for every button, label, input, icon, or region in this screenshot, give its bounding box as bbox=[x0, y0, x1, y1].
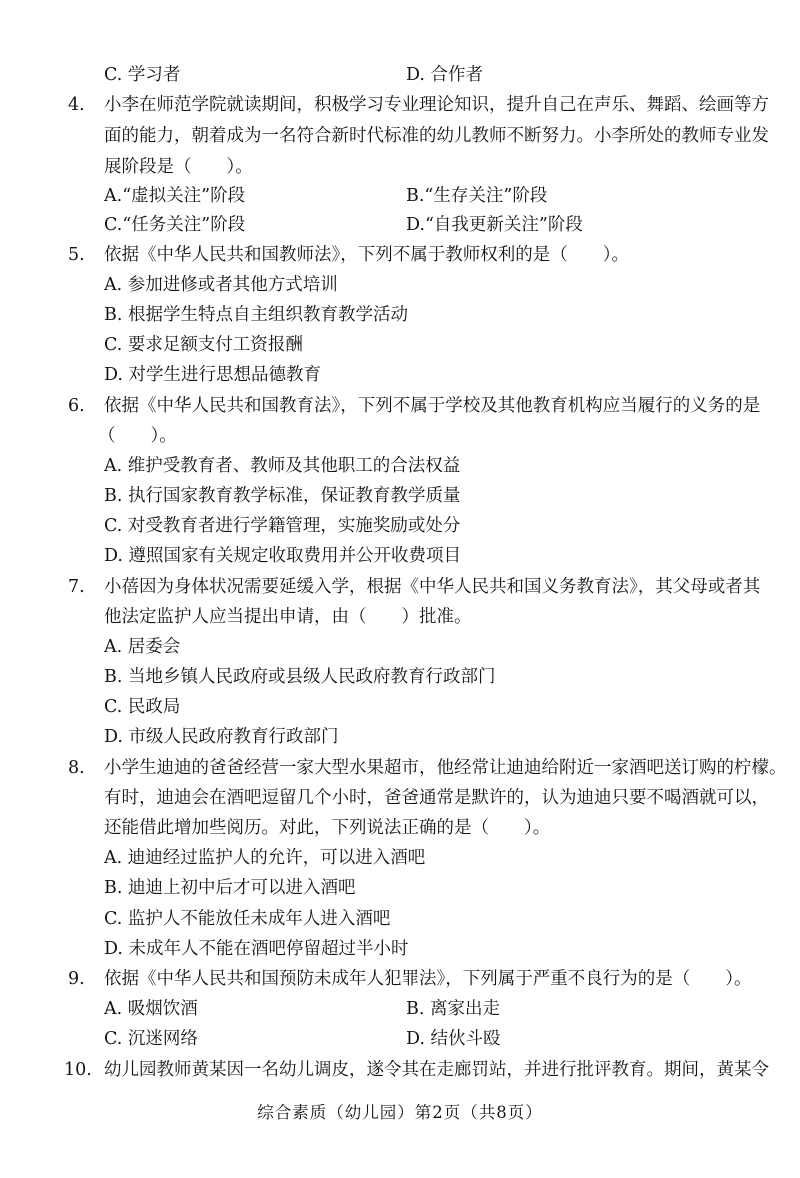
q6-option-a: A. 维护受教育者、教师及其他职工的合法权益 bbox=[104, 456, 461, 476]
q7-number: 7. bbox=[68, 577, 85, 597]
q9-stem-line-1: 依据《中华人民共和国预防未成年人犯罪法》，下列属于严重不良行为的是（ ）。 bbox=[104, 969, 752, 989]
q6-option-c: C. 对受教育者进行学籍管理，实施奖励或处分 bbox=[104, 516, 461, 536]
q6-stem-line-2: （ ）。 bbox=[98, 426, 177, 446]
q4-number: 4. bbox=[68, 95, 85, 115]
q4-stem-line-2: 面的能力，朝着成为一名符合新时代标准的幼儿教师不断努力。小李所处的教师专业发 bbox=[104, 126, 769, 146]
q4-stem-line-1: 小李在师范学院就读期间，积极学习专业理论知识，提升自己在声乐、舞蹈、绘画等方 bbox=[104, 95, 769, 115]
q6-option-d: D. 遵照国家有关规定收取费用并公开收费项目 bbox=[104, 546, 462, 566]
q7-option-b: B. 当地乡镇人民政府或县级人民政府教育行政部门 bbox=[104, 667, 496, 687]
q3-option-c: C. 学习者 bbox=[104, 65, 181, 85]
q8-stem-line-1: 小学生迪迪的爸爸经营一家大型水果超市，他经常让迪迪给附近一家酒吧送订购的柠檬。 bbox=[104, 758, 787, 778]
q8-option-c: C. 监护人不能放任未成年人进入酒吧 bbox=[104, 909, 391, 929]
q7-stem-line-1: 小蓓因为身体状况需要延缓入学，根据《中华人民共和国义务教育法》，其父母或者其 bbox=[104, 577, 761, 597]
q8-option-a: A. 迪迪经过监护人的允许，可以进入酒吧 bbox=[104, 848, 426, 868]
q9-option-c: C. 沉迷网络 bbox=[104, 1029, 198, 1049]
q5-option-d: D. 对学生进行思想品德教育 bbox=[104, 365, 322, 385]
q7-option-a: A. 居委会 bbox=[104, 637, 181, 657]
q9-option-b: B. 离家出走 bbox=[406, 999, 500, 1019]
q4-option-d: D.“自我更新关注”阶段 bbox=[406, 215, 583, 235]
q6-number: 6. bbox=[68, 396, 85, 416]
q8-option-d: D. 未成年人不能在酒吧停留超过半小时 bbox=[104, 939, 409, 959]
q7-stem-line-2: 他法定监护人应当提出申请，由（ ）批准。 bbox=[104, 607, 472, 627]
q9-option-d: D. 结伙斗殴 bbox=[406, 1029, 501, 1049]
page-footer: 综合素质（幼儿园）第2页（共8页） bbox=[257, 1103, 543, 1122]
q6-option-b: B. 执行国家教育教学标准，保证教育教学质量 bbox=[104, 486, 461, 506]
q8-stem-line-3: 还能借此增加些阅历。对此，下列说法正确的是（ ）。 bbox=[104, 818, 551, 838]
q5-option-b: B. 根据学生特点自主组织教育教学活动 bbox=[104, 305, 408, 325]
q4-option-c: C.“任务关注”阶段 bbox=[104, 215, 246, 235]
q3-option-d: D. 合作者 bbox=[406, 65, 484, 85]
q5-stem-line-1: 依据《中华人民共和国教师法》，下列不属于教师权利的是（ ）。 bbox=[104, 245, 629, 265]
q7-option-c: C. 民政局 bbox=[104, 697, 181, 717]
q5-option-a: A. 参加进修或者其他方式培训 bbox=[104, 275, 338, 295]
q7-option-d: D. 市级人民政府教育行政部门 bbox=[104, 727, 339, 747]
q8-number: 8. bbox=[68, 758, 85, 778]
q4-stem-line-3: 展阶段是（ ）。 bbox=[104, 157, 253, 177]
q9-option-a: A. 吸烟饮酒 bbox=[104, 999, 198, 1019]
q10-stem-line-1: 幼儿园教师黄某因一名幼儿调皮，遂令其在走廊罚站，并进行批评教育。期间，黄某令 bbox=[104, 1060, 769, 1080]
q8-option-b: B. 迪迪上初中后才可以进入酒吧 bbox=[104, 878, 356, 898]
q4-option-a: A.“虚拟关注”阶段 bbox=[104, 186, 246, 206]
q9-number: 9. bbox=[68, 969, 85, 989]
q6-stem-line-1: 依据《中华人民共和国教育法》，下列不属于学校及其他教育机构应当履行的义务的是 bbox=[104, 396, 761, 416]
q4-option-b: B.“生存关注”阶段 bbox=[406, 186, 548, 206]
q10-number: 10. bbox=[64, 1060, 92, 1080]
q5-number: 5. bbox=[68, 245, 85, 265]
q8-stem-line-2: 有时，迪迪会在酒吧逗留几个小时，爸爸通常是默许的，认为迪迪只要不喝酒就可以， bbox=[104, 788, 769, 808]
q5-option-c: C. 要求足额支付工资报酬 bbox=[104, 335, 303, 355]
